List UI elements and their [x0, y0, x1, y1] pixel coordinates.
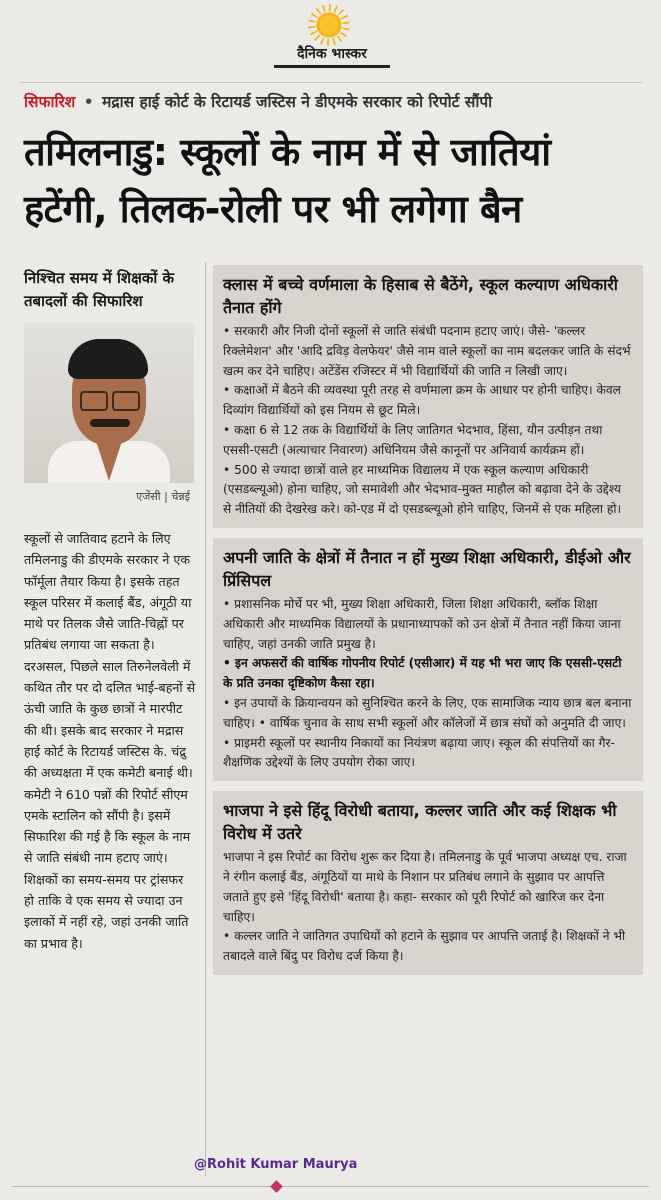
info-box-1: [213, 265, 643, 528]
info-box-2: [213, 538, 643, 781]
info-box-paragraph: • कक्षाओं में बैठने की व्यवस्था पूरी तरह से वर्णमाला क्रम के आधार पर होनी चाहिए। केवल दिव्यांग विद्यार्थियों को इस नियम से छूट मिले।: [223, 383, 621, 418]
kicker-separator: •: [83, 93, 94, 111]
headline-line-1: तमिलनाडु: स्कूलों के नाम में से जातियां: [24, 130, 551, 174]
top-divider: [20, 82, 642, 83]
byline: एजेंसी | चेन्नई: [136, 490, 190, 503]
portrait-glasses-left: [80, 391, 108, 411]
info-box-paragraph: • कक्षा 6 से 12 तक के विद्यार्थियों के लिए जातिगत भेदभाव, हिंसा, यौन उत्पीड़न तथा एससी-एसटी (अत्याचार निवारण) अधिनियम जैसे कानूनों पर अनिवार्य कार्यक्रम हों।: [223, 422, 603, 457]
info-box-paragraph-highlight: • इन अफसरों की वार्षिक गोपनीय रिपोर्ट (एसीआर) में यह भी भरा जाए कि एससी-एसटी के प्रति उनका दृष्टिकोण कैसा रहा।: [223, 656, 622, 691]
right-column: [213, 265, 643, 985]
info-box-title: अपनी जाति के क्षेत्रों में तैनात न हों मुख्य शिक्षा अधिकारी, डीईओ और प्रिंसिपल: [223, 547, 631, 590]
kicker-label: सिफारिश: [24, 93, 76, 111]
portrait-mustache: [90, 419, 130, 427]
info-box-paragraph: • 500 से ज्यादा छात्रों वाले हर माध्यमिक विद्यालय में एक स्कूल कल्याण अधिकारी (एसडब्ल्यूओ) होना चाहिए, जो समावेशी और भेदभाव-मुक्त माहौल को बढ़ावा देने के उद्देश्य से नीतियों की देखरेख करे। को-एड में दो एसडब्ल्यूओ होने चाहिए, जिनमें से एक महिला हो।: [223, 462, 622, 517]
info-box-paragraph: भाजपा ने इस रिपोर्ट का विरोध शुरू कर दिया है। तमिलनाडु के पूर्व भाजपा अध्यक्ष एच. राजा ने रंगीन कलाई बैंड, अंगूठियों या माथे के निशान पर प्रतिबंध लगाने के सुझाव पर आपत्ति जताते हुए इसे 'हिंदू विरोधी' बताया है। कहा- सरकार को पूरी रिपोर्ट को खारिज कर देना चाहिए।: [223, 850, 627, 924]
headline-line-2: हटेंगी, तिलक-रोली पर भी लगेगा बैन: [24, 187, 522, 231]
info-box-paragraph: • कल्लर जाति ने जातिगत उपाधियों को हटाने के सुझाव पर आपत्ति जताई है। शिक्षकों ने भी तबादले वाले बिंदु पर विरोध दर्ज किया है।: [223, 929, 626, 964]
info-box-3: [213, 791, 643, 975]
info-box-paragraph: • इन उपायों के क्रियान्वयन को सुनिश्चित करने के लिए, एक सामाजिक न्याय छात्र बल बनाना चाहिए। • वार्षिक चुनाव के साथ सभी स्कूलों और कॉलेजों में छात्र संघों को अनुमति दी जाए। • प्राइमरी स्कूलों पर स्थानीय निकायों का नियंत्रण बढ़ाया जाए। स्कूल की संपत्तियों का गैर-शैक्षणिक उद्देश्यों के लिए उपयोग रोका जाए।: [223, 695, 632, 770]
portrait-photo: [24, 323, 194, 483]
portrait-glasses-right: [112, 391, 140, 411]
bottom-divider: [12, 1186, 649, 1187]
left-body-text: स्कूलों से जातिवाद हटाने के लिए तमिलनाडु की डीएमके सरकार ने एक फॉर्मूला तैयार किया है। इसके तहत स्कूल परिसर में कलाई बैंड, अंगूठी या माथे पर तिलक जैसे जाति-चिह्नों पर प्रतिबंध लगाया जा सकता है। दरअसल, पिछले साल तिरुनेलवेली में कथित तौर पर दो दलित भाई-बहनों से ऊंची जाति के कुछ छात्रों ने मारपीट की थी। इसके बाद सरकार ने मद्रास हाई कोर्ट के रिटायर्ड जस्टिस के. चंद्रु की अध्यक्षता में एक कमेटी बनाई थी। कमेटी ने 610 पन्नों की रिपोर्ट सीएम एमके स्टालिन को सौंपी है। इसमें सिफारिश की गई है कि स्कूल के नाम से जाति संबंधी नाम हटाए जाएं। शिक्षकों का समय-समय पर ट्रांसफर हो ताकि वे एक समय से ज्यादा उन इलाकों में नहीं रहे, जहां उनकी जाति का प्रभाव है।: [24, 531, 196, 951]
info-box-paragraph: • प्रशासनिक मोर्चे पर भी, मुख्य शिक्षा अधिकारी, जिला शिक्षा अधिकारी, ब्लॉक शिक्षा अधिकारी और माध्यमिक विद्यालयों के प्रधानाध्यापकों को उन क्षेत्रों में तैनात नहीं किया जाना चाहिए, जहां उनकी जाति प्रमुख है।: [223, 596, 621, 651]
left-subhead: निश्चित समय में शिक्षकों के तबादलों की सिफारिश: [24, 269, 174, 310]
kicker-text: मद्रास हाई कोर्ट के रिटायर्ड जस्टिस ने डीएमके सरकार को रिपोर्ट सौंपी: [102, 93, 493, 111]
watermark: @Rohit Kumar Maurya: [194, 1157, 358, 1172]
newspaper-logo: दैनिक भास्कर: [274, 44, 390, 68]
info-box-title: भाजपा ने इसे हिंदू विरोधी बताया, कल्लर जाति और कई शिक्षक भी विरोध में उतरे: [223, 801, 617, 844]
left-column: [24, 267, 196, 954]
info-box-paragraph: • सरकारी और निजी दोनों स्कूलों से जाति संबंधी पदनाम हटाए जाएं। जैसे- 'कल्लर रिक्लेमेशन' और 'आदि द्रविड़ वेलफेयर' जैसे नाम वाले स्कूलों का नाम बदलकर जाति के संदर्भ खत्म कर देने चाहिए। अटेंडेंस रजिस्टर में भी विद्यार्थियों की जाति न लिखी जाए।: [223, 324, 631, 378]
column-divider: [205, 262, 206, 1176]
diamond-ornament-icon: [270, 1180, 283, 1193]
headline: [24, 124, 644, 238]
portrait-hair: [68, 339, 148, 379]
sun-logo-icon: [314, 10, 344, 40]
info-box-title: क्लास में बच्चे वर्णमाला के हिसाब से बैठेंगे, स्कूल कल्याण अधिकारी तैनात होंगे: [223, 275, 618, 317]
masthead: [0, 0, 661, 78]
kicker: [24, 90, 492, 112]
